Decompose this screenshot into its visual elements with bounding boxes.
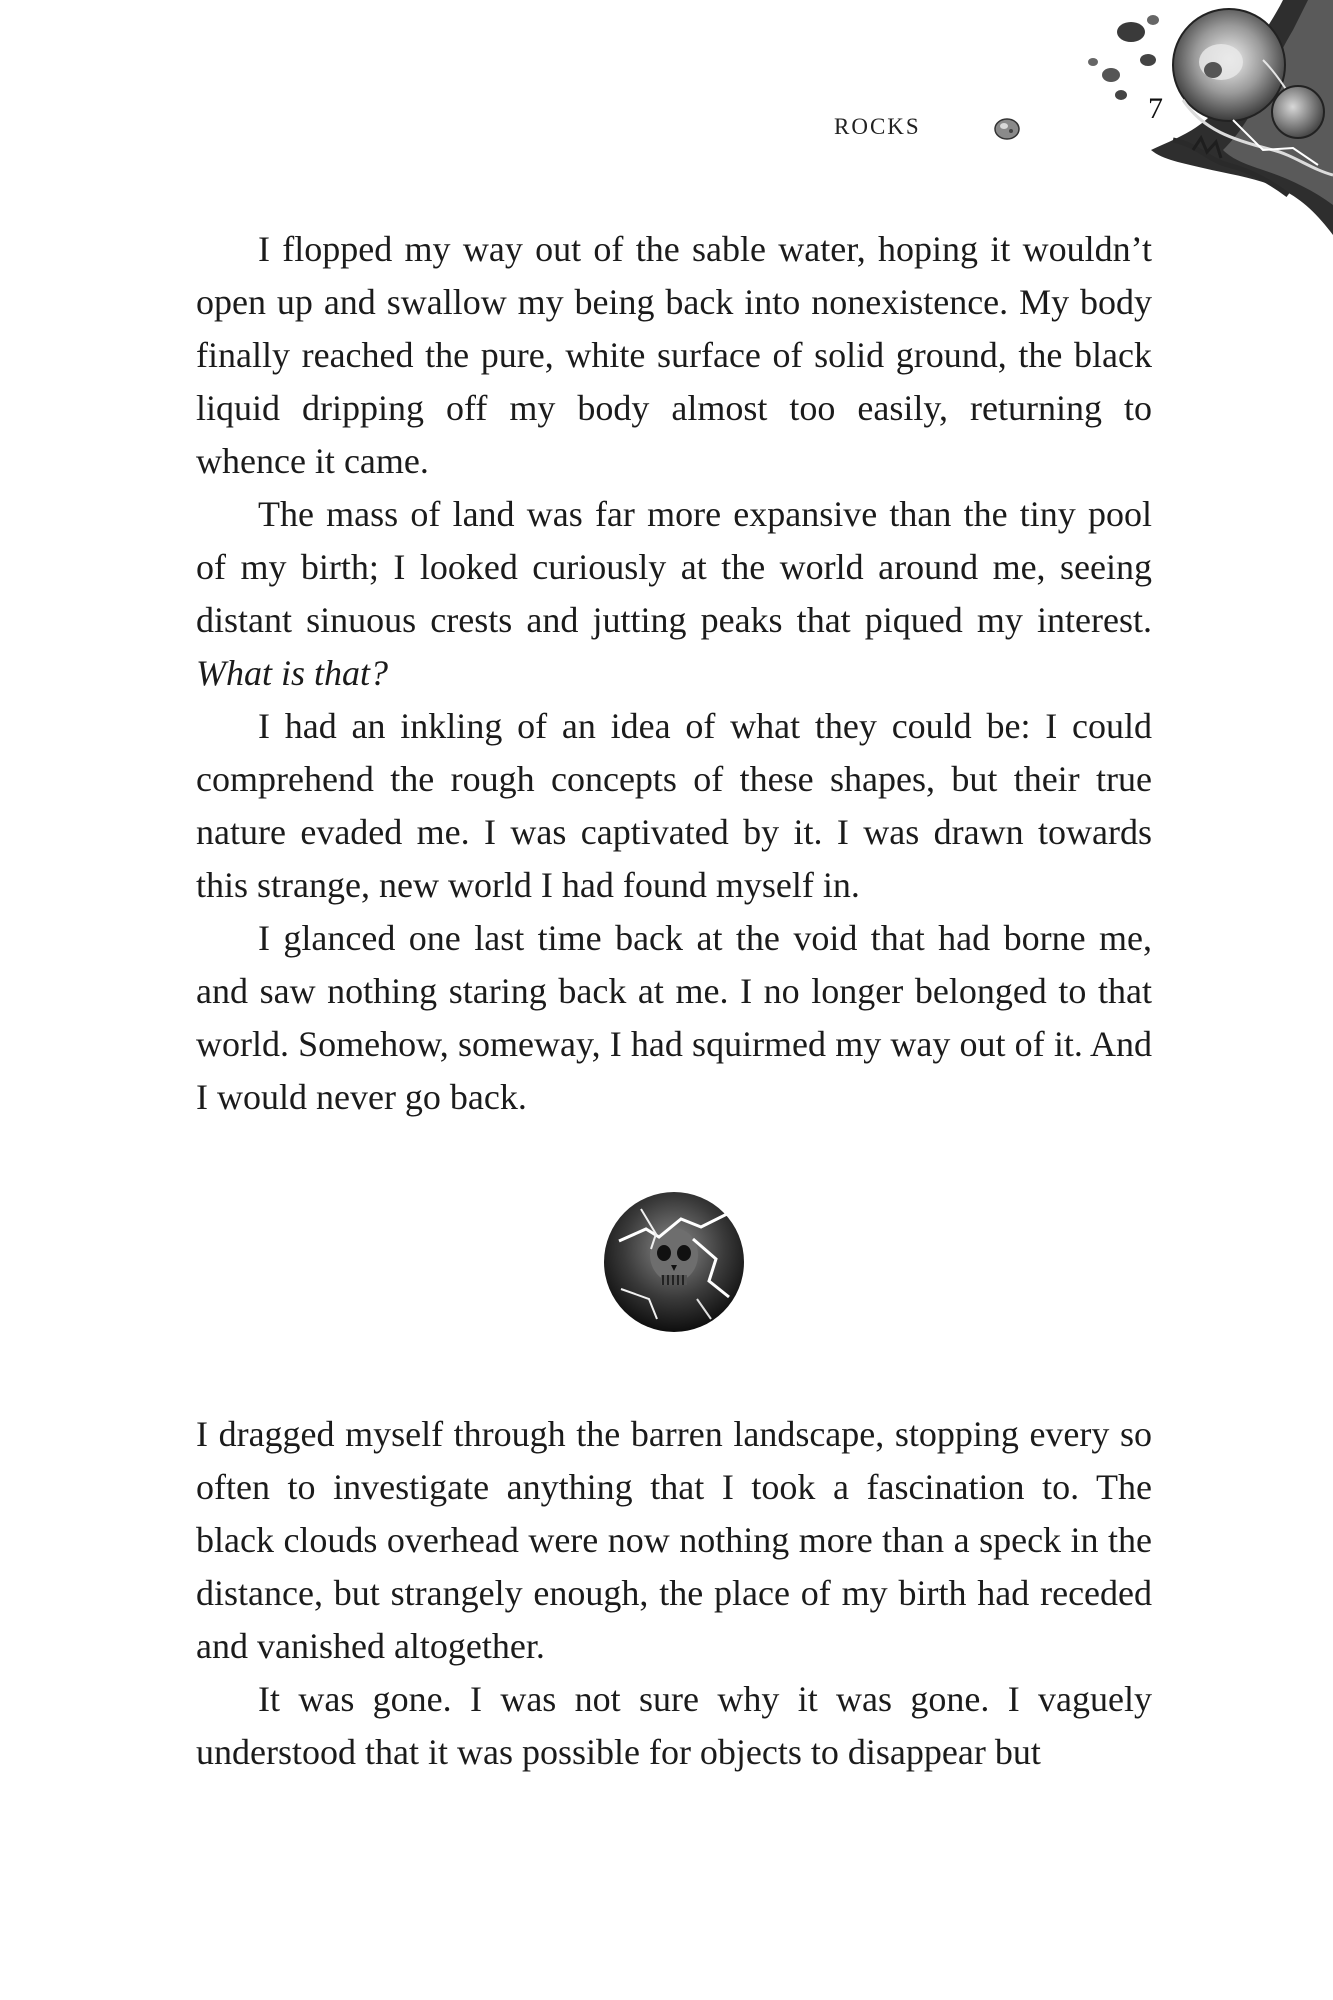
corner-rock-illustration (1033, 0, 1333, 240)
paragraph-5: I dragged myself through the barren landscape, stopping every so often to investigate anything that I took a fascination to. The black clouds overhead were now nothing more than a speck in the distance, but strangely enough, the place of my birth had receded and vanished altogether. (196, 1414, 1152, 1666)
text-block-after-break (196, 1408, 1152, 1779)
paragraph-6: It was gone. I was not sure why it was gone. I vaguely understood that it was possible for objects to disappear but (196, 1679, 1152, 1772)
running-head: ROCKS (834, 114, 921, 139)
page-number: 7 (1148, 92, 1163, 125)
paragraph-2-text: The mass of land was far more expansive than the tiny pool of my birth; I looked curiously at the world around me, seeing distant sinuous crests and jutting peaks that piqued my interest. (196, 494, 1152, 640)
paragraph-4: I glanced one last time back at the void that had borne me, and saw nothing staring back at me. I no longer belonged to that world. Somehow, someway, I had squirmed my way out of it. And I would never go back. (196, 918, 1152, 1117)
text-block-before-break (196, 223, 1152, 1124)
pebble-icon (992, 116, 1022, 142)
section-break-skull-medallion (601, 1189, 747, 1335)
paragraph-2 (196, 488, 1152, 700)
paragraph-1: I flopped my way out of the sable water, hoping it wouldn’t open up and swallow my being back into nonexistence. My body finally reached the pure, white surface of solid ground, the black liquid dripping off my body almost too easily, returning to whence it came. (196, 229, 1152, 481)
italic-thought: What is that? (196, 653, 389, 693)
paragraph-3: I had an inkling of an idea of what they could be: I could comprehend the rough concepts of these shapes, but their true nature evaded me. I was captivated by it. I was drawn towards this strange, new world I had found myself in. (196, 706, 1152, 905)
